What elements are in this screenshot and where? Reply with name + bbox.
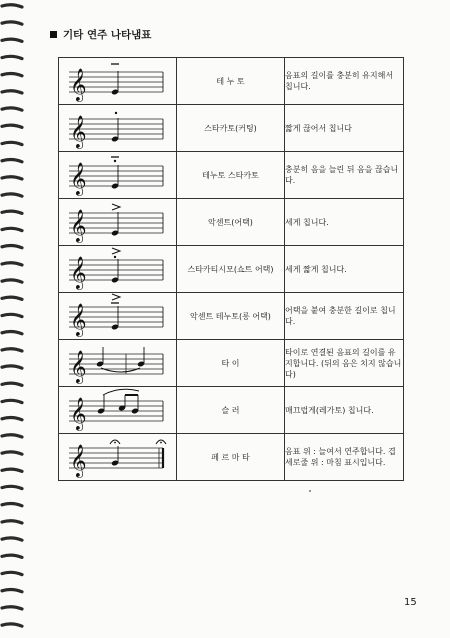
spiral-ring-icon — [2, 555, 22, 557]
spiral-ring-icon — [2, 263, 22, 265]
treble-clef-icon: 𝄞 — [70, 397, 87, 430]
spiral-ring-icon — [2, 486, 22, 488]
name-cell: 테 누 토 — [177, 58, 285, 105]
desc-cell: 세게 짧게 칩니다. — [285, 246, 404, 293]
spiral-ring-icon — [2, 246, 22, 248]
spiral-ring-icon — [2, 452, 22, 454]
square-bullet-icon — [50, 31, 57, 38]
spiral-ring-icon — [2, 91, 22, 93]
page-number: 15 — [404, 597, 417, 608]
treble-clef-icon: 𝄞 — [70, 162, 87, 195]
table-row — [59, 199, 404, 246]
fermata-notation-icon — [59, 434, 176, 480]
accent-mark-icon — [112, 248, 120, 254]
accent-mark-icon — [112, 204, 120, 210]
notation-table — [58, 57, 404, 481]
name-cell: 악센트 테누토(롱 어택) — [177, 293, 285, 340]
spiral-ring-icon — [2, 538, 22, 540]
staccato-dot-icon — [114, 160, 116, 162]
staff-tenuto — [59, 58, 177, 105]
spiral-ring-icon — [2, 177, 22, 179]
spiral-ring-icon — [2, 400, 22, 402]
staff-staccatissimo — [59, 246, 177, 293]
staff-accent — [59, 199, 177, 246]
treble-clef-icon: 𝄞 — [70, 444, 87, 477]
spiral-ring-icon — [2, 521, 22, 523]
name-cell: 악센트(어택) — [177, 199, 285, 246]
desc-cell: 짧게 끊어서 칩니다 — [285, 105, 404, 152]
spiral-ring-icon — [2, 22, 22, 24]
treble-clef-icon: 𝄞 — [70, 256, 87, 289]
desc-cell: 어택을 붙여 충분한 길이로 칩니다. — [285, 293, 404, 340]
spiral-ring-icon — [2, 504, 22, 506]
spiral-ring-icon — [2, 383, 22, 385]
spiral-ring-icon — [2, 211, 22, 213]
table-row — [59, 152, 404, 199]
spiral-ring-icon — [2, 469, 22, 471]
spiral-ring-icon — [2, 366, 22, 368]
staff-tie — [59, 340, 177, 387]
table-row — [59, 387, 404, 434]
spiral-ring-icon — [2, 280, 22, 282]
desc-cell: 충분히 음을 늘린 뒤 음을 끊습니다. — [285, 152, 404, 199]
print-speck — [309, 490, 311, 492]
spiral-ring-icon — [2, 160, 22, 162]
tenuto-notation-icon — [59, 58, 176, 104]
staccato-dot-icon — [115, 112, 117, 114]
staccato-dot-icon — [114, 256, 116, 258]
staccatissimo-notation-icon — [59, 246, 176, 292]
tie-arc-icon — [101, 368, 140, 372]
spiral-ring-icon — [2, 607, 22, 609]
spiral-ring-icon — [2, 572, 22, 574]
desc-cell: 타이로 연결된 음표의 길이를 유지합니다. (뒤의 음은 치지 않습니다) — [285, 340, 404, 387]
spiral-ring-icon — [2, 435, 22, 437]
spiral-ring-icon — [2, 142, 22, 144]
table-row — [59, 434, 404, 481]
name-cell: 스타카토(커팅) — [177, 105, 285, 152]
treble-clef-icon: 𝄞 — [70, 68, 87, 101]
table-row — [59, 340, 404, 387]
name-cell: 타 이 — [177, 340, 285, 387]
treble-clef-icon: 𝄞 — [70, 115, 87, 148]
page-title-text: 기타 연주 나타냄표 — [63, 29, 152, 41]
spiral-ring-icon — [2, 349, 22, 351]
table-row — [59, 105, 404, 152]
spiral-ring-icon — [2, 418, 22, 420]
desc-cell: 음표 위 : 늘여서 연주합니다. 겹세로줄 위 : 마침 표시입니다. — [285, 434, 404, 481]
table-row — [59, 293, 404, 340]
spiral-ring-icon — [2, 194, 22, 196]
desc-cell: 매끄럽게(레가토) 칩니다. — [285, 387, 404, 434]
staff-staccato — [59, 105, 177, 152]
tie-notation-icon — [59, 340, 176, 386]
spiral-ring-icon — [2, 56, 22, 58]
accent-tenuto-notation-icon — [59, 293, 176, 339]
spiral-ring-icon — [2, 314, 22, 316]
accent-notation-icon — [59, 199, 176, 245]
page-title — [50, 27, 151, 42]
desc-cell: 세게 칩니다. — [285, 199, 404, 246]
table-row — [59, 246, 404, 293]
spiral-ring-icon — [2, 624, 22, 626]
name-cell: 스타카티시모(쇼트 어택) — [177, 246, 285, 293]
slur-notation-icon — [59, 387, 176, 433]
spiral-ring-icon — [2, 228, 22, 230]
spiral-ring-icon — [2, 74, 22, 76]
spiral-ring-icon — [2, 590, 22, 592]
spiral-binding — [0, 0, 26, 638]
staff-accent-tenuto — [59, 293, 177, 340]
spiral-ring-icon — [2, 108, 22, 110]
staff-tenuto-staccato — [59, 152, 177, 199]
spiral-ring-icon — [2, 297, 22, 299]
accent-mark-icon — [112, 294, 120, 300]
staff-slur — [59, 387, 177, 434]
desc-cell: 음표의 길이를 충분히 유지해서 칩니다. — [285, 58, 404, 105]
table-row — [59, 58, 404, 105]
treble-clef-icon: 𝄞 — [70, 209, 87, 242]
treble-clef-icon: 𝄞 — [70, 303, 87, 336]
staccato-notation-icon — [59, 105, 176, 151]
spiral-ring-icon — [2, 332, 22, 334]
name-cell: 슬 러 — [177, 387, 285, 434]
name-cell: 테누토 스타카토 — [177, 152, 285, 199]
spiral-ring-icon — [2, 39, 22, 41]
spiral-ring-icon — [2, 5, 22, 7]
name-cell: 페 르 마 타 — [177, 434, 285, 481]
spiral-ring-icon — [2, 125, 22, 127]
treble-clef-icon: 𝄞 — [70, 350, 87, 383]
staff-fermata — [59, 434, 177, 481]
tenuto-staccato-notation-icon — [59, 152, 176, 198]
